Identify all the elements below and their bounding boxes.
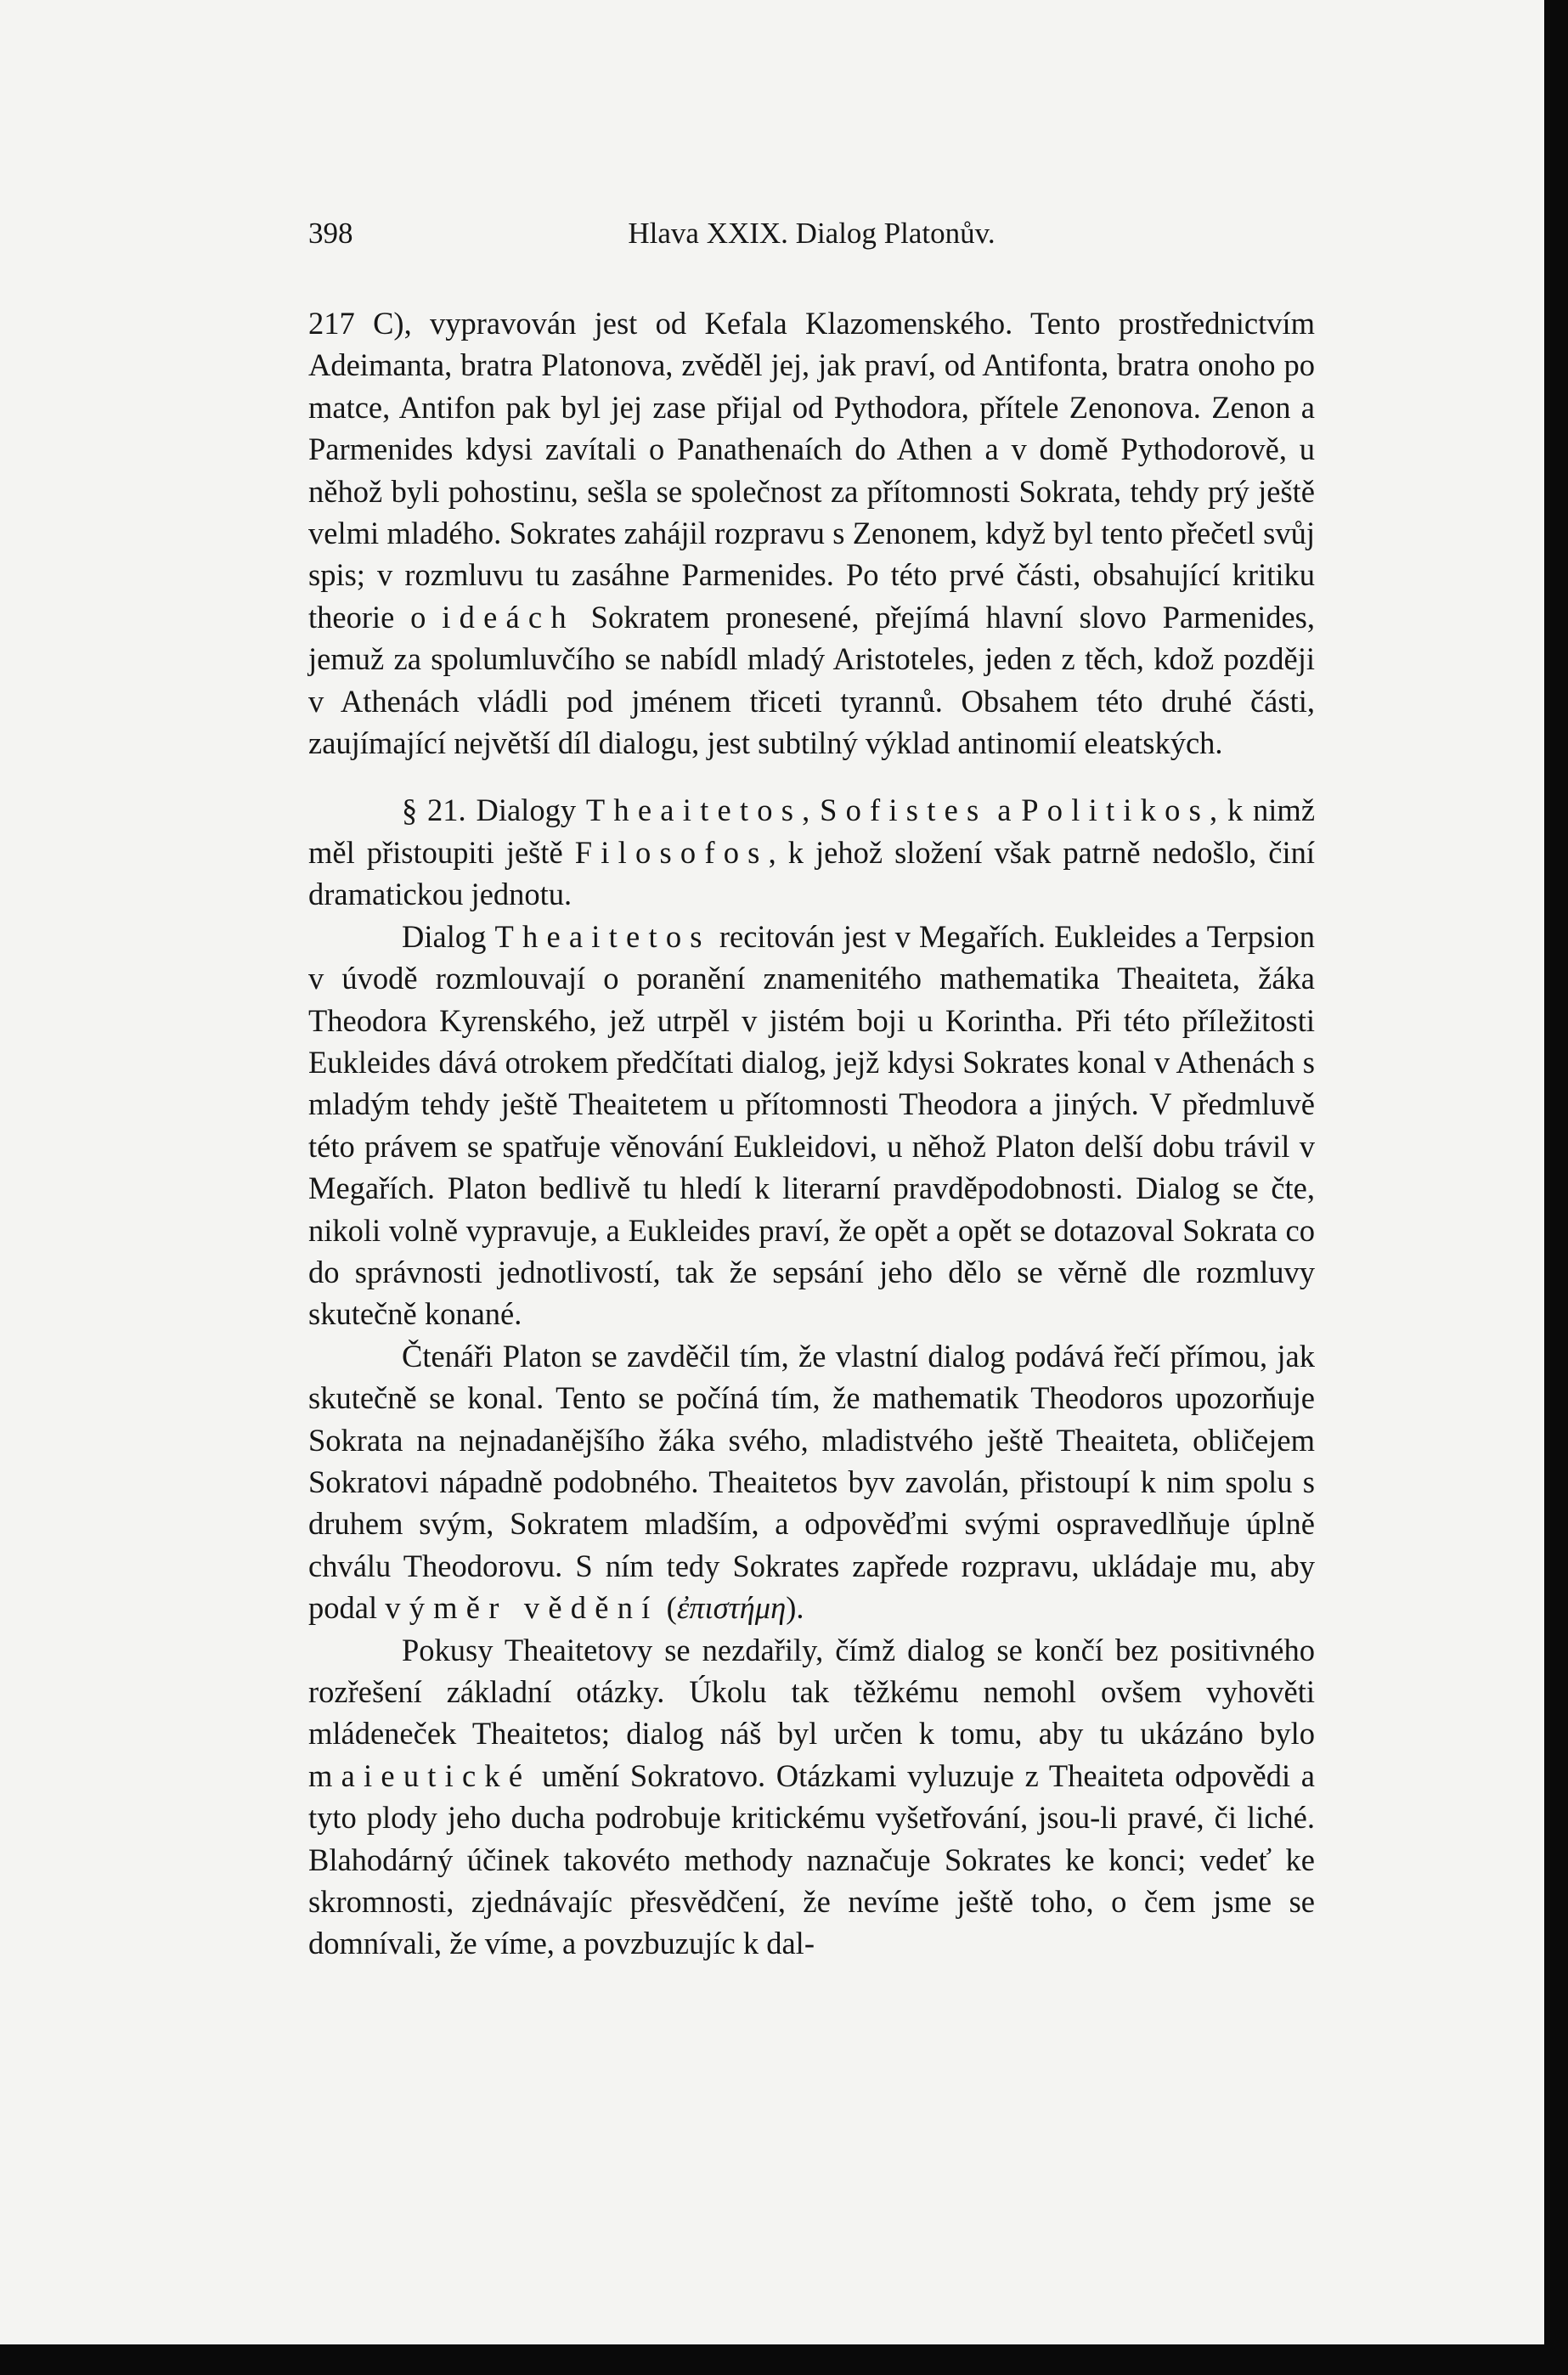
paragraph-section-21 (308, 789, 1315, 915)
paragraph-theaitetos (308, 916, 1315, 1335)
paragraph-dialog-form (308, 1335, 1315, 1629)
spaced-term: Sofistes (820, 793, 988, 828)
spaced-term: výměr vědění (385, 1590, 659, 1626)
spaced-term: maieutické (308, 1757, 532, 1793)
text-run: Čtenáři Platon se zavděčil tím, že vlastní dialog podává řečí přímou, jak skutečně se konal. Tento se počíná tím, že mathematik Theodoros upozorňuje Sokrata na nejnadanějšího žáka svého, mladistvého ještě Theaiteta, obličejem Sokratovi nápadně podobného. Theaitetos byv zavolán, přistoupí k nim spolu s druhem svým, Sokratem mladším, a odpověďmi svými ospravedlňuje úplně chválu Theodorovu. S ním tedy Sokrates zapřede rozpravu, ukládaje mu, aby podal (308, 1338, 1315, 1626)
page-number: 398 (308, 217, 353, 250)
text-run: § 21. Dialogy (402, 793, 586, 828)
paragraph-maieutics (308, 1629, 1315, 1965)
paragraph-continuation (308, 302, 1315, 764)
body-text (308, 302, 1315, 1965)
spaced-term: Theaitetos (585, 793, 803, 828)
text-run: , k jehož složení však patrně nedošlo, činí dramatickou jednotu. (308, 834, 1316, 912)
text-run: Dialog (402, 918, 495, 954)
text-run: , k nimž měl přistoupiti ještě (308, 793, 1316, 870)
text-run: umění Sokratovo. Otázkami vyluzuje z Theaiteta odpovědi a tyto plody jeho ducha podrobuje kritickému vyšetřování, jsou-li pravé, či liché. Blahodárný účinek takovéto methody naznačuje Sokrates ke konci; vedeť ke skromnosti, zjednávajíc přesvědčení, že nevíme ještě toho, o čem jsme se domnívali, že víme, a povzbuzujíc k dal- (308, 1757, 1315, 1961)
text-run: a (987, 793, 1022, 828)
running-title: Hlava XXIX. Dialog Platonův. (628, 217, 996, 250)
spaced-term: Politikos (1021, 793, 1210, 828)
spaced-term: Filosofos (574, 834, 769, 870)
spaced-term: Theaitetos (494, 918, 711, 954)
text-run: ( (658, 1590, 677, 1626)
text-run: 217 C), vypravován jest od Kefala Klazomenského. Tento prostřednictvím Adeimanta, bratra Platonova, zvěděl jej, jak praví, od Antifonta, bratra onoho po matce, Antifon pak byl jej zase přijal od Pythodora, přítele Zenonova. Zenon a Parmenides kdysi zavítali o Panathenaích do Athen a v domě Pythodorově, u něhož byli pohostinu, sešla se společnost za přítomnosti Sokrata, tehdy prý ještě velmi mladého. Sokrates zahájil rozpravu s Zenonem, když byl tento přečetl svůj spis; v rozmluvu tu zasáhne Parmenides. Po této prvé části, obsahující kritiku theorie o (308, 306, 1315, 635)
text-run: Pokusy Theaitetovy se nezdařily, čímž dialog se končí bez positivného rozřešení základní otázky. Úkolu tak těžkému nemohl ovšem vyhověti mládeneček Theaitetos; dialog náš byl určen k tomu, aby tu ukázáno bylo (308, 1632, 1315, 1752)
text-run: ). (786, 1590, 804, 1626)
greek-term: ἐπιστήμη (676, 1590, 787, 1626)
text-run: , (802, 793, 821, 828)
spaced-term: ideách (442, 599, 575, 635)
page-header (308, 217, 1315, 259)
text-run: Sokratem pronesené, přejímá hlavní slovo Parmenides, jemuž za spolumluvčího se nabídl mladý Aristoteles, jeden z těch, kdož později v Athenách vládli pod jménem třiceti tyrannů. Obsahem této druhé části, zaujímající největší díl dialogu, jest subtilný výklad antinomií eleatských. (308, 599, 1315, 761)
text-run: recitován jest v Megařích. Eukleides a Terpsion v úvodě rozmlouvají o poranění znamenitého mathematika Theaiteta, žáka Theodora Kyrenského, jež utrpěl v jistém boji u Korintha. Při této příležitosti Eukleides dává otrokem předčítati dialog, jejž kdysi Sokrates konal v Athenách s mladým tehdy ještě Theaitetem u přítomnosti Theodora a jiných. V předmluvě této právem se spatřuje věnování Eukleidovi, u něhož Platon delší dobu trávil v Megařích. Platon bedlivě tu hledí k literarní pravděpodobnosti. Dialog se čte, nikoli volně vypravuje, a Eukleides praví, že opět a opět se dotazoval Sokrata co do správnosti jednotlivostí, tak že sepsání jeho dělo se věrně dle rozmluvy skutečně konané. (308, 918, 1316, 1332)
